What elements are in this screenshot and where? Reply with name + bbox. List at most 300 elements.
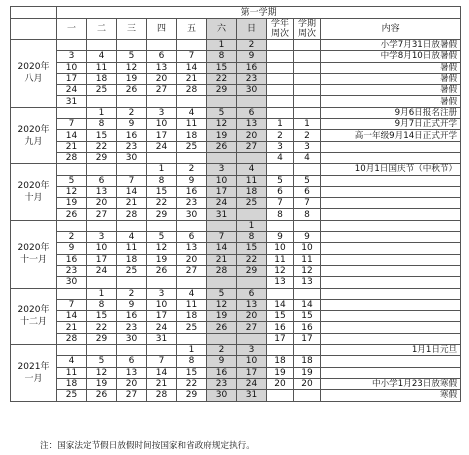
weekend-day-cell: 17 (207, 186, 237, 197)
day-cell: 30 (57, 277, 87, 288)
weekend-day-cell: 31 (207, 209, 237, 220)
content-note-cell (321, 265, 461, 276)
day-cell: 2 (117, 288, 147, 299)
week-row (11, 96, 461, 107)
weekend-day-cell: 27 (237, 141, 267, 152)
content-note-cell (321, 367, 461, 378)
year-week-cell (267, 220, 294, 231)
content-note-cell: 1月1日元旦 (321, 345, 461, 356)
year-week-cell: 1 (267, 119, 294, 130)
day-cell: 27 (117, 390, 147, 401)
week-row (11, 232, 461, 243)
day-cell: 19 (147, 254, 177, 265)
day-cell: 14 (57, 311, 87, 322)
day-cell: 8 (147, 175, 177, 186)
day-cell: 14 (117, 186, 147, 197)
term-week-cell (294, 40, 321, 51)
day-cell: 22 (177, 378, 207, 389)
day-cell (117, 96, 147, 107)
term-week-cell: 3 (294, 141, 321, 152)
day-cell: 21 (117, 198, 147, 209)
day-cell: 6 (87, 175, 117, 186)
day-cell: 18 (57, 378, 87, 389)
weekday-header: 六 (207, 19, 237, 40)
term-week-cell: 10 (294, 243, 321, 254)
term-week-cell: 14 (294, 299, 321, 310)
week-row (11, 277, 461, 288)
day-cell: 29 (87, 152, 117, 163)
day-cell: 17 (87, 254, 117, 265)
day-cell: 24 (147, 141, 177, 152)
week-row (11, 152, 461, 163)
week-row (11, 265, 461, 276)
day-cell: 4 (177, 107, 207, 118)
year-week-cell: 2 (267, 130, 294, 141)
day-cell: 11 (117, 243, 147, 254)
day-cell: 9 (177, 175, 207, 186)
content-note-cell: 暑假 (321, 62, 461, 73)
day-cell (57, 220, 87, 231)
term-week-cell: 17 (294, 333, 321, 344)
term-week-header: 学期 周次 (294, 19, 321, 40)
day-cell: 17 (147, 311, 177, 322)
day-cell: 15 (87, 311, 117, 322)
day-cell: 12 (57, 186, 87, 197)
day-cell: 28 (117, 209, 147, 220)
day-cell: 25 (177, 141, 207, 152)
content-note-cell: 暑假 (321, 96, 461, 107)
weekend-day-cell: 27 (237, 322, 267, 333)
day-cell: 16 (57, 254, 87, 265)
week-row (11, 322, 461, 333)
weekend-day-cell: 26 (207, 322, 237, 333)
term-week-cell: 4 (294, 152, 321, 163)
year-week-cell (267, 73, 294, 84)
week-row (11, 378, 461, 389)
content-note-cell: 9月7日正式开学 (321, 119, 461, 130)
term-week-cell: 11 (294, 254, 321, 265)
weekend-day-cell: 8 (237, 232, 267, 243)
year-week-cell (267, 345, 294, 356)
term-week-cell: 5 (294, 175, 321, 186)
weekend-day-cell: 31 (237, 390, 267, 401)
year-week-cell (267, 51, 294, 62)
day-cell: 5 (87, 356, 117, 367)
weekday-header: 三 (117, 19, 147, 40)
day-cell: 19 (87, 378, 117, 389)
weekend-day-cell: 12 (207, 119, 237, 130)
corner-cell (11, 7, 57, 19)
week-row (11, 356, 461, 367)
content-note-cell (321, 243, 461, 254)
day-cell: 30 (117, 333, 147, 344)
year-week-cell: 15 (267, 311, 294, 322)
weekend-day-cell: 16 (237, 62, 267, 73)
day-cell (117, 277, 147, 288)
term-week-cell (294, 164, 321, 175)
weekend-day-cell: 21 (207, 254, 237, 265)
day-cell (177, 333, 207, 344)
day-cell (117, 220, 147, 231)
day-cell: 21 (147, 378, 177, 389)
week-row (11, 254, 461, 265)
day-cell (117, 40, 147, 51)
day-cell (87, 345, 117, 356)
content-note-cell (321, 322, 461, 333)
day-cell: 25 (117, 265, 147, 276)
weekend-day-cell (207, 220, 237, 231)
day-cell (87, 96, 117, 107)
week-row (11, 51, 461, 62)
week-row (11, 198, 461, 209)
year-week-cell: 17 (267, 333, 294, 344)
weekend-day-cell (207, 333, 237, 344)
weekend-day-cell: 23 (237, 73, 267, 84)
day-cell: 6 (177, 232, 207, 243)
weekend-day-cell: 1 (237, 220, 267, 231)
day-cell: 22 (87, 322, 117, 333)
day-cell: 28 (177, 85, 207, 96)
weekend-day-cell: 16 (207, 367, 237, 378)
day-cell: 1 (87, 107, 117, 118)
weekend-day-cell: 29 (237, 265, 267, 276)
day-cell: 7 (147, 356, 177, 367)
weekend-day-cell: 14 (207, 243, 237, 254)
day-cell (57, 164, 87, 175)
week-row (11, 73, 461, 84)
week-row (11, 367, 461, 378)
year-week-cell: 16 (267, 322, 294, 333)
year-week-header: 学年 周次 (267, 19, 294, 40)
weekend-day-cell (207, 152, 237, 163)
weekend-day-cell: 24 (237, 378, 267, 389)
day-cell: 5 (57, 175, 87, 186)
content-note-cell (321, 141, 461, 152)
year-week-cell (267, 164, 294, 175)
day-cell: 27 (177, 265, 207, 276)
weekday-header: 日 (237, 19, 267, 40)
weekend-day-cell: 11 (237, 175, 267, 186)
day-cell: 31 (147, 333, 177, 344)
day-cell: 13 (177, 243, 207, 254)
content-note-cell (321, 186, 461, 197)
weekend-day-cell: 2 (207, 345, 237, 356)
year-week-cell (267, 96, 294, 107)
content-note-cell (321, 288, 461, 299)
weekend-day-cell: 18 (237, 186, 267, 197)
day-cell: 27 (87, 209, 117, 220)
day-cell (147, 345, 177, 356)
weekend-day-cell: 5 (207, 107, 237, 118)
month-label: 2020年 十一月 (11, 220, 57, 288)
content-note-cell: 暑假 (321, 85, 461, 96)
weekend-day-cell: 19 (207, 311, 237, 322)
day-cell: 8 (177, 356, 207, 367)
weekend-day-cell: 3 (207, 164, 237, 175)
content-note-cell (321, 311, 461, 322)
day-cell: 11 (57, 367, 87, 378)
weekend-day-cell: 5 (207, 288, 237, 299)
day-cell: 10 (57, 62, 87, 73)
day-cell: 9 (117, 119, 147, 130)
term-week-cell (294, 62, 321, 73)
weekend-day-cell (237, 152, 267, 163)
day-cell: 19 (57, 198, 87, 209)
weekend-day-cell: 29 (207, 85, 237, 96)
day-cell: 26 (147, 265, 177, 276)
day-cell: 17 (57, 73, 87, 84)
day-cell: 17 (147, 130, 177, 141)
day-cell: 26 (57, 209, 87, 220)
term-week-cell (294, 107, 321, 118)
day-cell: 20 (177, 254, 207, 265)
day-cell: 4 (57, 356, 87, 367)
month-label: 2020年 八月 (11, 40, 57, 108)
day-cell: 1 (177, 345, 207, 356)
weekend-day-cell: 10 (237, 356, 267, 367)
day-cell: 14 (57, 130, 87, 141)
content-note-cell (321, 333, 461, 344)
week-row (11, 345, 461, 356)
day-cell: 25 (57, 390, 87, 401)
year-week-cell: 9 (267, 232, 294, 243)
term-week-cell: 19 (294, 367, 321, 378)
month-label: 2020年 十月 (11, 164, 57, 220)
day-cell: 21 (57, 141, 87, 152)
day-cell: 13 (147, 62, 177, 73)
day-cell: 3 (87, 232, 117, 243)
week-row (11, 141, 461, 152)
day-cell: 4 (87, 51, 117, 62)
weekend-day-cell: 26 (207, 141, 237, 152)
weekend-day-cell: 13 (237, 299, 267, 310)
weekday-header: 一 (57, 19, 87, 40)
day-cell: 11 (87, 62, 117, 73)
day-cell: 26 (117, 85, 147, 96)
day-cell: 20 (117, 378, 147, 389)
day-cell: 20 (87, 198, 117, 209)
term-week-cell: 9 (294, 232, 321, 243)
content-note-cell: 10月1日国庆节（中秋节） (321, 164, 461, 175)
day-cell: 8 (87, 299, 117, 310)
content-note-cell (321, 232, 461, 243)
day-cell: 5 (147, 232, 177, 243)
day-cell (177, 220, 207, 231)
content-note-cell: 中学8月10日放暑假 (321, 51, 461, 62)
year-week-cell: 6 (267, 186, 294, 197)
year-week-cell: 12 (267, 265, 294, 276)
day-cell: 12 (87, 367, 117, 378)
day-cell: 24 (57, 85, 87, 96)
day-cell: 27 (147, 85, 177, 96)
day-cell: 6 (147, 51, 177, 62)
week-row (11, 220, 461, 231)
day-cell: 20 (147, 73, 177, 84)
day-cell: 7 (117, 175, 147, 186)
day-cell (87, 164, 117, 175)
day-cell: 1 (87, 288, 117, 299)
day-cell: 16 (177, 186, 207, 197)
week-row (11, 243, 461, 254)
weekend-day-cell: 22 (207, 73, 237, 84)
year-week-cell (267, 390, 294, 401)
weekend-day-cell: 6 (237, 107, 267, 118)
year-week-cell (267, 40, 294, 51)
day-cell (147, 96, 177, 107)
content-note-cell (321, 209, 461, 220)
weekend-day-cell: 15 (207, 62, 237, 73)
term-week-cell: 1 (294, 119, 321, 130)
year-week-cell: 11 (267, 254, 294, 265)
day-cell: 21 (57, 322, 87, 333)
weekend-day-cell: 3 (237, 345, 267, 356)
day-cell: 29 (87, 333, 117, 344)
day-cell (87, 40, 117, 51)
day-cell (147, 220, 177, 231)
day-cell: 28 (57, 152, 87, 163)
day-cell: 10 (87, 243, 117, 254)
day-cell: 14 (147, 367, 177, 378)
content-note-cell: 9月6日报名注册 (321, 107, 461, 118)
month-label: 2020年 十二月 (11, 288, 57, 344)
week-row (11, 333, 461, 344)
weekend-day-cell: 8 (207, 51, 237, 62)
week-row (11, 107, 461, 118)
year-week-cell: 20 (267, 378, 294, 389)
week-row (11, 175, 461, 186)
day-cell: 12 (147, 243, 177, 254)
week-row (11, 288, 461, 299)
weekend-day-cell: 24 (207, 198, 237, 209)
term-week-cell (294, 51, 321, 62)
term-week-cell: 6 (294, 186, 321, 197)
weekend-day-cell: 30 (207, 390, 237, 401)
day-cell: 25 (87, 85, 117, 96)
day-cell (57, 107, 87, 118)
day-cell: 25 (177, 322, 207, 333)
day-cell: 11 (177, 299, 207, 310)
day-cell: 4 (177, 288, 207, 299)
content-note-cell (321, 152, 461, 163)
year-week-cell: 5 (267, 175, 294, 186)
day-cell: 2 (177, 164, 207, 175)
day-cell: 18 (87, 73, 117, 84)
weekday-header: 五 (177, 19, 207, 40)
weekend-day-cell: 15 (237, 243, 267, 254)
day-cell: 10 (147, 119, 177, 130)
month-label: 2021年 一月 (11, 345, 57, 401)
day-cell: 16 (117, 311, 147, 322)
day-cell (147, 40, 177, 51)
term-week-cell: 13 (294, 277, 321, 288)
month-label: 2020年 九月 (11, 107, 57, 163)
content-note-cell: 中小学1月23日放寒假 (321, 378, 461, 389)
day-cell: 18 (177, 130, 207, 141)
year-week-cell (267, 62, 294, 73)
day-cell: 8 (87, 119, 117, 130)
term-week-cell: 18 (294, 356, 321, 367)
term-week-cell: 15 (294, 311, 321, 322)
day-cell: 30 (117, 152, 147, 163)
day-cell: 12 (117, 62, 147, 73)
year-week-cell: 3 (267, 141, 294, 152)
week-row (11, 299, 461, 310)
day-cell: 31 (57, 96, 87, 107)
day-cell: 13 (117, 367, 147, 378)
weekend-day-cell: 2 (237, 40, 267, 51)
content-note-cell (321, 254, 461, 265)
day-cell: 7 (177, 51, 207, 62)
weekend-day-cell: 9 (237, 51, 267, 62)
term-week-cell (294, 220, 321, 231)
term-week-cell (294, 288, 321, 299)
content-note-cell (321, 220, 461, 231)
weekend-day-cell: 6 (237, 288, 267, 299)
weekend-day-cell: 17 (237, 367, 267, 378)
weekend-day-cell (237, 209, 267, 220)
term-week-cell (294, 96, 321, 107)
year-week-cell: 14 (267, 299, 294, 310)
day-cell: 28 (57, 333, 87, 344)
school-calendar-table (10, 6, 461, 402)
year-week-cell (267, 288, 294, 299)
week-row (11, 390, 461, 401)
day-cell: 11 (177, 119, 207, 130)
weekend-day-cell: 4 (237, 164, 267, 175)
weekday-header: 四 (147, 19, 177, 40)
weekend-day-cell (207, 277, 237, 288)
week-row (11, 40, 461, 51)
weekend-day-cell: 28 (207, 265, 237, 276)
day-cell: 15 (147, 186, 177, 197)
day-cell (87, 277, 117, 288)
day-cell: 24 (147, 322, 177, 333)
week-row (11, 62, 461, 73)
day-cell (117, 164, 147, 175)
day-cell (57, 40, 87, 51)
content-note-cell (321, 299, 461, 310)
day-cell: 15 (177, 367, 207, 378)
content-note-cell: 寒假 (321, 390, 461, 401)
weekend-day-cell: 10 (207, 175, 237, 186)
day-cell: 23 (117, 322, 147, 333)
term-week-cell: 20 (294, 378, 321, 389)
day-cell: 28 (147, 390, 177, 401)
week-row (11, 119, 461, 130)
day-cell (147, 277, 177, 288)
term-week-cell: 7 (294, 198, 321, 209)
day-cell: 18 (117, 254, 147, 265)
weekend-day-cell: 13 (237, 119, 267, 130)
year-week-cell (267, 85, 294, 96)
day-cell: 1 (147, 164, 177, 175)
semester-title: 第一学期 (57, 7, 461, 19)
month-header-cell (11, 19, 57, 40)
day-cell: 15 (87, 130, 117, 141)
term-week-cell (294, 73, 321, 84)
weekend-day-cell: 19 (207, 130, 237, 141)
day-cell: 22 (147, 198, 177, 209)
content-header: 内容 (321, 19, 461, 40)
day-cell: 26 (87, 390, 117, 401)
day-cell (177, 277, 207, 288)
week-row (11, 311, 461, 322)
week-row (11, 186, 461, 197)
day-cell: 2 (117, 107, 147, 118)
year-week-cell: 10 (267, 243, 294, 254)
term-week-cell: 2 (294, 130, 321, 141)
year-week-cell: 4 (267, 152, 294, 163)
